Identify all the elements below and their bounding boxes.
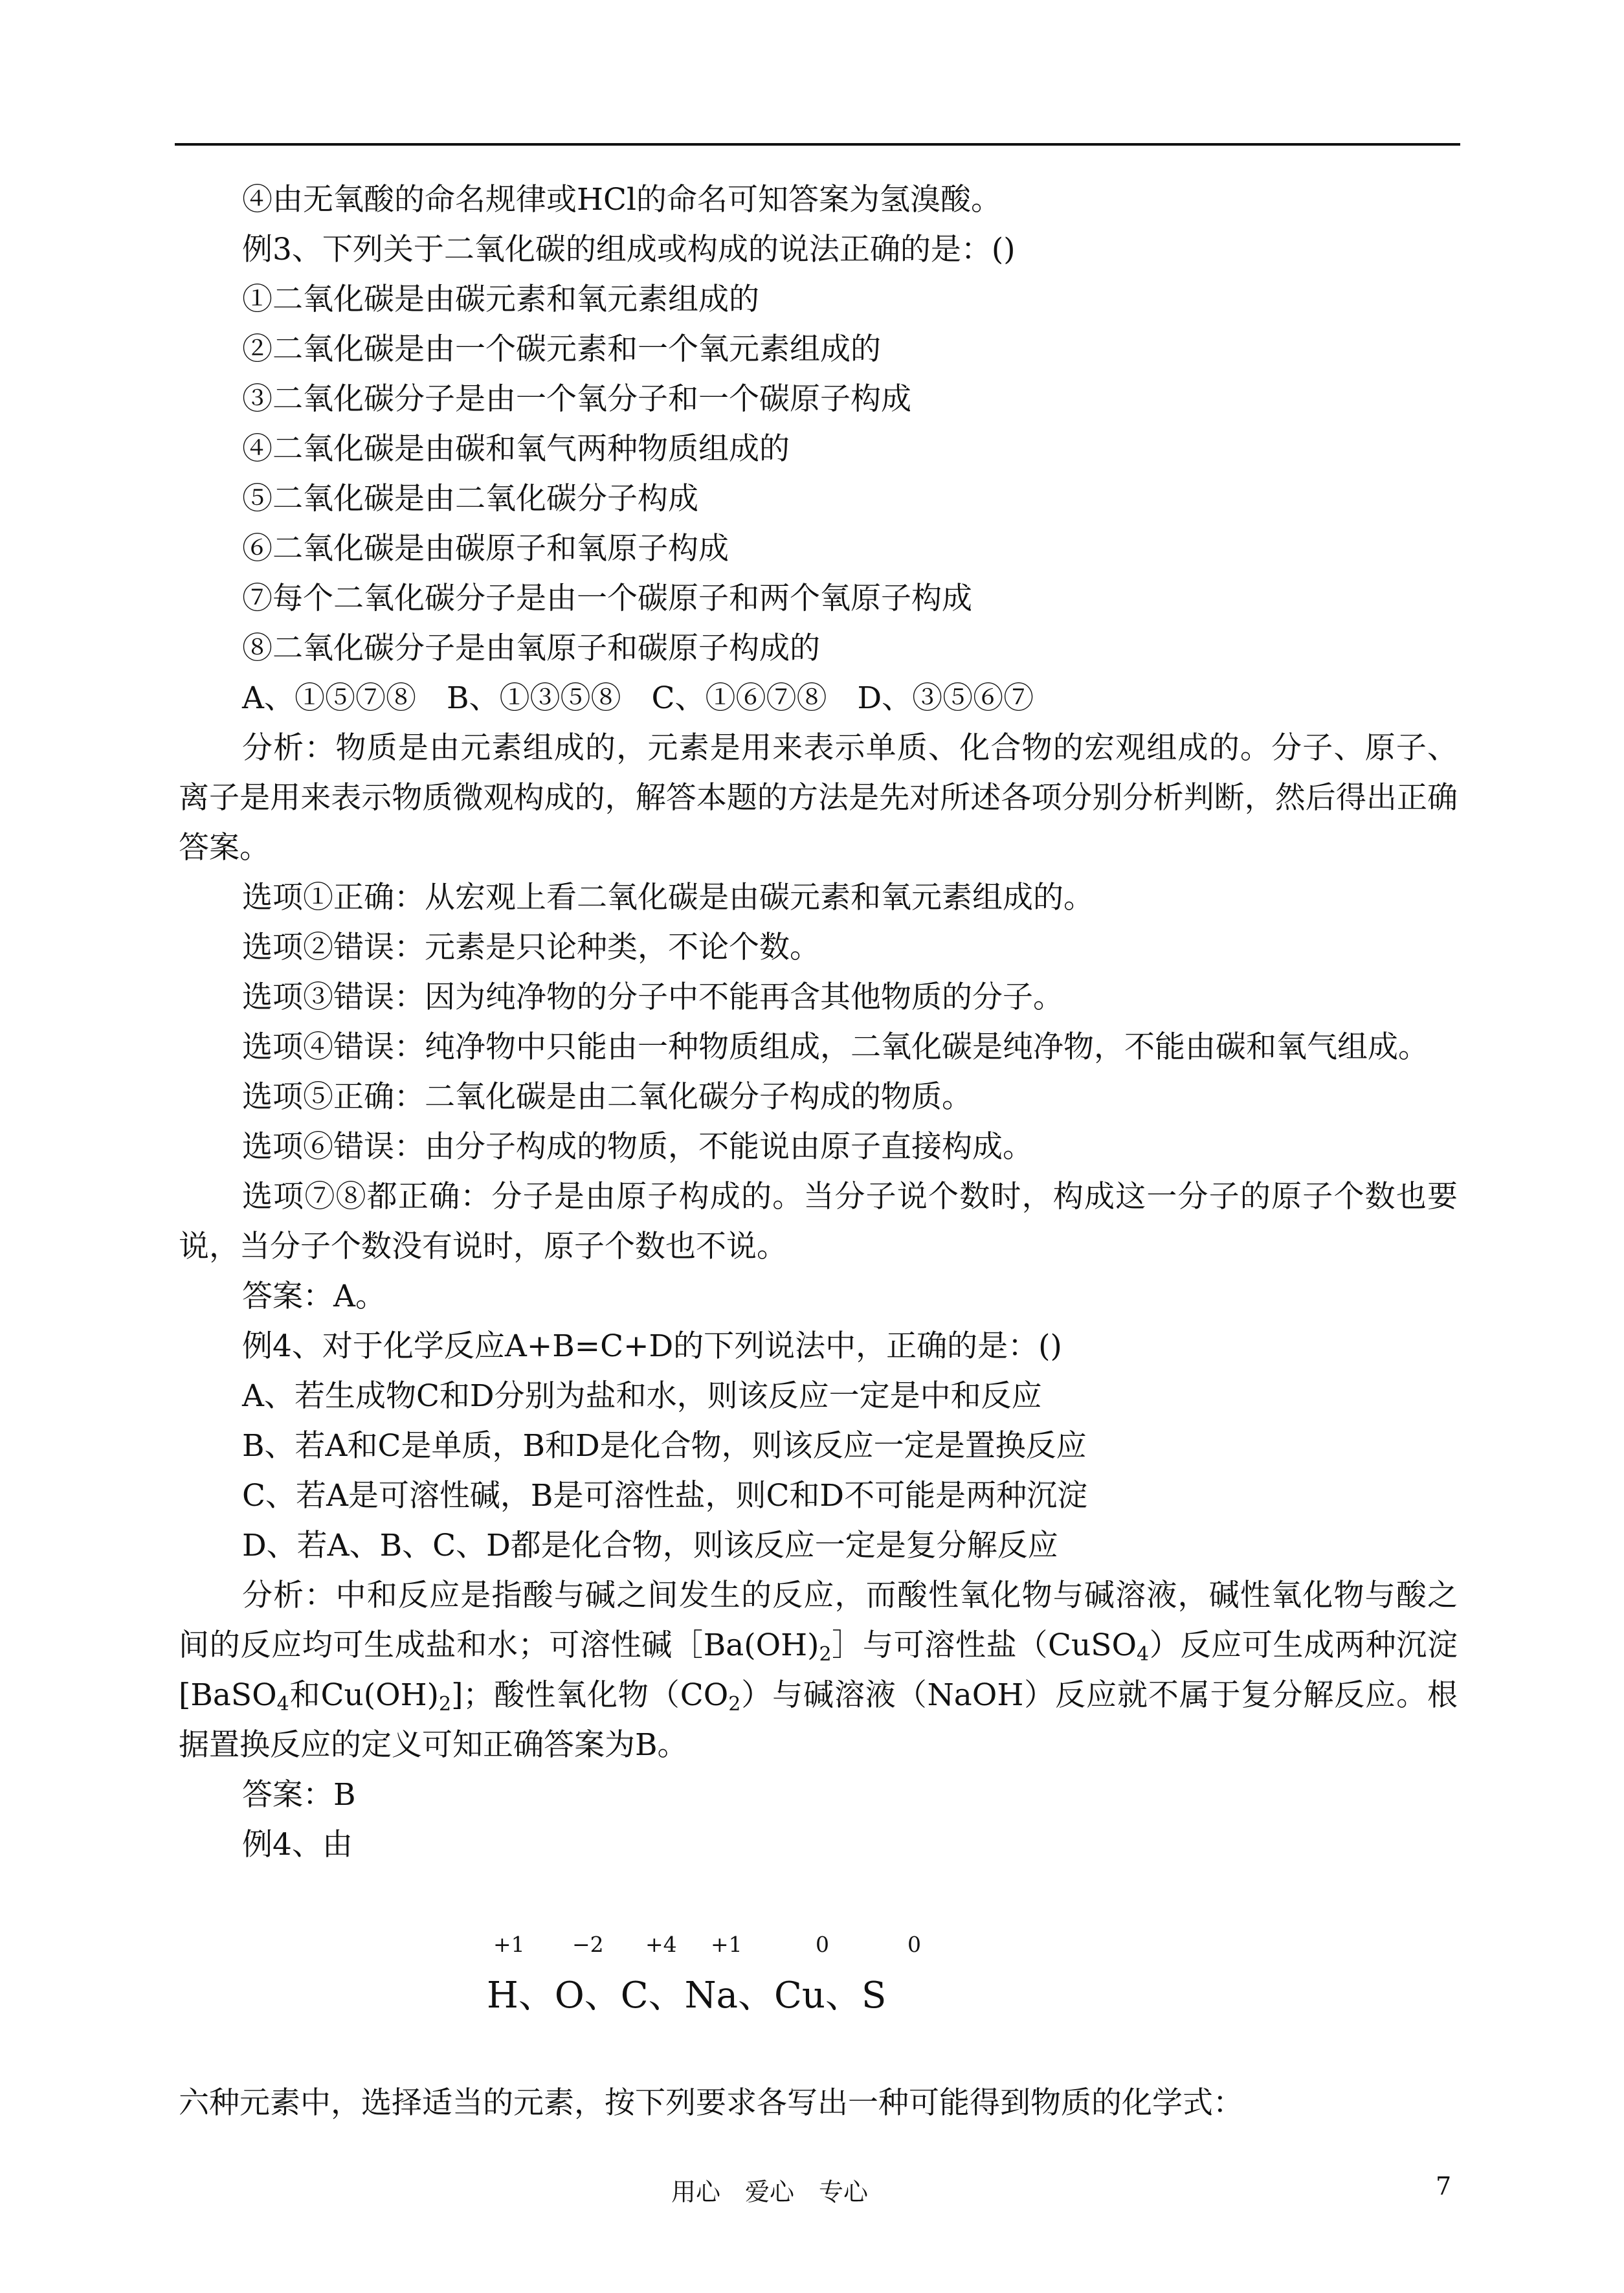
example4-choice: D、若A、B、C、D都是化合物，则该反应一定是复分解反应 <box>242 1528 1058 1563</box>
example3-question: 例3、下列关于二氧化碳的组成或构成的说法正确的是：() <box>242 232 1016 267</box>
example3-option: 选项③错误：因为纯净物的分子中不能再含其他物质的分子。 <box>242 979 1063 1015</box>
separator: 、 <box>648 1974 685 2017</box>
example3-item: ⑦每个二氧化碳分子是由一个碳原子和两个氧原子构成 <box>242 581 972 616</box>
valence-mark: 0 <box>907 1932 921 1957</box>
example4-analysis <box>179 1571 1458 1770</box>
element-symbol: H <box>487 1974 518 2017</box>
separator: 、 <box>738 1974 775 2017</box>
example4b-intro: 例4、由 <box>242 1827 353 1862</box>
example3-option: 选项④错误：纯净物中只能由一种物质组成，二氧化碳是纯净物，不能由碳和氧气组成。 <box>242 1029 1429 1065</box>
separator: 、 <box>518 1974 555 2017</box>
example3-item: ②二氧化碳是由一个碳元素和一个氧元素组成的 <box>242 331 881 367</box>
subscript: 4 <box>1137 1643 1150 1666</box>
analysis-text: ）与碱溶液（NaOH）反应就不属于复分解反应。根据置换反应的定义可知正确答案为B。 <box>179 1677 1458 1763</box>
footer-motto: 用心 爱心 专心 <box>671 2178 869 2206</box>
analysis-text: ）反应可生成两种沉淀[BaSO <box>179 1627 1458 1713</box>
example4-choice: B、若A和C是单质，B和D是化合物，则该反应一定是置换反应 <box>242 1428 1087 1464</box>
example3-choices: A、①⑤⑦⑧ B、①③⑤⑧ C、①⑥⑦⑧ D、③⑤⑥⑦ <box>242 680 1034 716</box>
subscript: 2 <box>819 1643 832 1666</box>
example3-option: 选项⑦⑧都正确：分子是由原子构成的。当分子说个数时，构成这一分子的原子个数也要说，当分子个数没有说时，原子个数也不说。 <box>179 1179 1458 1264</box>
example3-item: ⑥二氧化碳是由碳原子和氧原子构成 <box>242 531 729 566</box>
element-symbol: Na <box>684 1974 739 2017</box>
element-symbol: C <box>620 1974 649 2017</box>
header-rule <box>175 143 1460 146</box>
example4b-tail: 六种元素中，选择适当的元素，按下列要求各写出一种可能得到物质的化学式： <box>179 2085 1243 2121</box>
example3-option: 选项⑥错误：由分子构成的物质，不能说由原子直接构成。 <box>242 1129 1033 1165</box>
example3-analysis: 分析：物质是由元素组成的，元素是用来表示单质、化合物的宏观组成的。分子、原子、离子是用来表示物质微观构成的，解答本题的方法是先对所述各项分别分析判断，然后得出正确答案。 <box>179 730 1458 866</box>
analysis-text: ]；酸性氧化物（CO <box>451 1677 729 1713</box>
example3-item: ⑧二氧化碳分子是由氧原子和碳原子构成的 <box>242 631 820 666</box>
valence-mark: +1 <box>493 1932 525 1957</box>
valence-mark: 0 <box>816 1932 829 1957</box>
valence-mark: −2 <box>572 1932 604 1957</box>
page-number: 7 <box>1436 2172 1452 2200</box>
analysis-text: 分析：中和反应是指酸与碱之间发生的反应，而酸性氧化物与碱溶液，碱性氧化物与酸之间的反应均可生成盐和水；可溶性碱［Ba(OH) <box>179 1578 1458 1663</box>
top-line: ④由无氧酸的命名规律或HCl的命名可知答案为氢溴酸。 <box>242 182 1001 218</box>
separator: 、 <box>584 1974 621 2017</box>
analysis-text: 和Cu(OH) <box>289 1677 439 1713</box>
separator: 、 <box>825 1974 862 2017</box>
document-body <box>179 175 1458 1870</box>
example3-item: ③二氧化碳分子是由一个氧分子和一个碳原子构成 <box>242 381 911 417</box>
element-symbol: S <box>861 1974 887 2017</box>
example3-option: 选项②错误：元素是只论种类，不论个数。 <box>242 930 820 965</box>
element-symbol: Cu <box>774 1974 825 2017</box>
example3-item: ④二氧化碳是由碳和氧气两种物质组成的 <box>242 431 790 467</box>
example4-choice: A、若生成物C和D分别为盐和水，则该反应一定是中和反应 <box>242 1378 1042 1414</box>
example3-option: 选项⑤正确：二氧化碳是由二氧化碳分子构成的物质。 <box>242 1079 972 1115</box>
element-symbol: O <box>554 1974 584 2017</box>
example3-option: 选项①正确：从宏观上看二氧化碳是由碳元素和氧元素组成的。 <box>242 880 1094 915</box>
example3-answer: 答案：A。 <box>242 1279 386 1314</box>
analysis-text: ］与可溶性盐（CuSO <box>831 1627 1137 1663</box>
example4-answer: 答案：B <box>242 1777 356 1813</box>
example3-item: ⑤二氧化碳是由二氧化碳分子构成 <box>242 481 698 517</box>
valence-mark: +4 <box>645 1932 677 1957</box>
valence-mark: +1 <box>711 1932 742 1957</box>
example4-question: 例4、对于化学反应A+B=C+D的下列说法中，正确的是：() <box>242 1328 1062 1364</box>
subscript: 2 <box>438 1693 452 1716</box>
example3-item: ①二氧化碳是由碳元素和氧元素组成的 <box>242 282 759 317</box>
subscript: 4 <box>276 1693 289 1716</box>
element-row <box>487 1967 886 2019</box>
subscript: 2 <box>728 1693 741 1716</box>
example4-choice: C、若A是可溶性碱，B是可溶性盐，则C和D不可能是两种沉淀 <box>242 1478 1088 1514</box>
